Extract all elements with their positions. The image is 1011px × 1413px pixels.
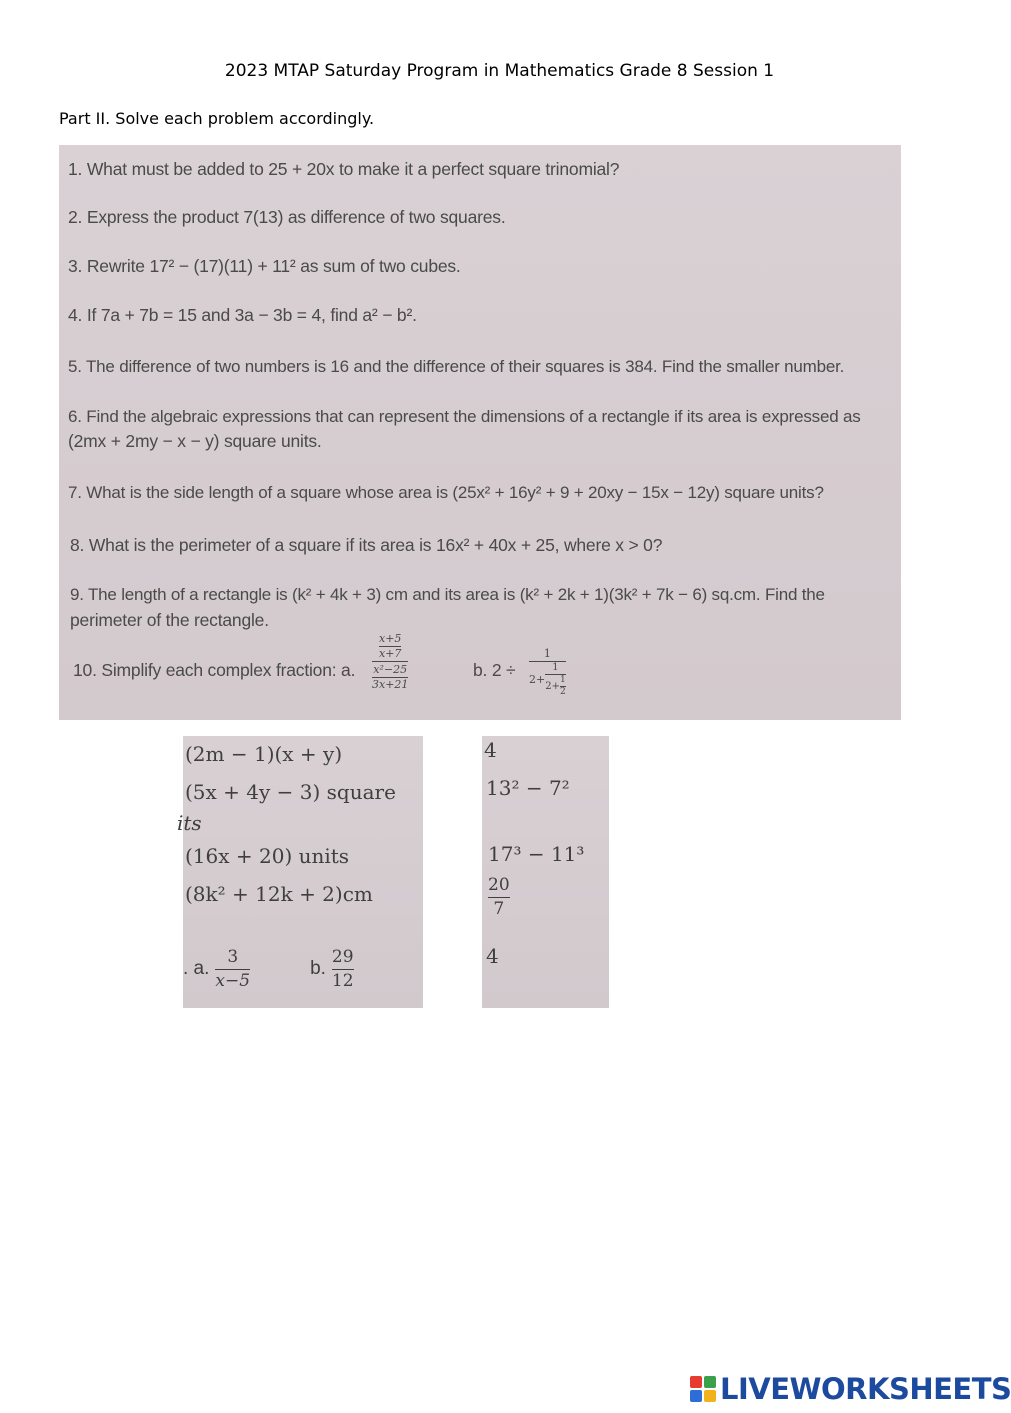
q10a-den-bottom: 3x+21 <box>372 677 409 691</box>
q10a-num-bottom: x+7 <box>379 646 402 660</box>
q10b-num: 1 <box>543 647 551 660</box>
q10a-num-top: x+5 <box>379 632 402 645</box>
q10a-complex-fraction <box>372 633 408 690</box>
answer-b-den: 12 <box>331 970 354 991</box>
answer-5: 4 <box>486 944 499 968</box>
question-10: 10. Simplify each complex fraction: a. <box>73 660 356 680</box>
q10b-half-den: 2 <box>559 687 566 698</box>
answer-1: 4 <box>484 738 497 762</box>
question-9: 9. The length of a rectangle is (k² + 4k + 3) cm and its area is (k² + 2k + 1)(3k² + 7k − 6) sq.cm. Find the <box>70 585 825 604</box>
answers-photo-right <box>482 736 609 1008</box>
question-1: 1. What must be added to 25 + 20x to make it a perfect square trinomial? <box>68 159 620 179</box>
q10b-half-num: 1 <box>559 675 566 686</box>
answer-3: 17³ − 11³ <box>488 842 585 866</box>
page-title: 2023 MTAP Saturday Program in Mathematics Grade 8 Session 1 <box>224 61 775 81</box>
q10b-label: b. 2 ÷ <box>473 660 516 680</box>
logo-square-icon <box>704 1376 716 1388</box>
question-4: 4. If 7a + 7b = 15 and 3a − 3b = 4, find a² − b². <box>68 305 417 325</box>
answer-rectangle-perimeter: (8k² + 12k + 2)cm <box>185 882 373 906</box>
question-6: 6. Find the algebraic expressions that can represent the dimensions of a rectangle if its area is expressed as <box>68 407 861 426</box>
question-9-continued: perimeter of the rectangle. <box>70 610 269 630</box>
answer-2: 13² − 7² <box>486 776 570 800</box>
logo-square-icon <box>690 1390 702 1402</box>
answer-perimeter: (16x + 20) units <box>185 844 350 868</box>
answer-a-label: . a. <box>183 958 210 980</box>
liveworksheets-icon <box>690 1376 716 1402</box>
part-heading: Part II. Solve each problem accordingly. <box>59 109 375 128</box>
question-3: 3. Rewrite 17² − (17)(11) + 11² as sum of two cubes. <box>68 256 461 276</box>
answer-4-num: 20 <box>488 875 510 895</box>
answer-side-length-units: its <box>177 811 202 835</box>
answer-b-num: 29 <box>331 947 354 967</box>
q10b-den-num: 1 <box>552 661 559 673</box>
liveworksheets-logo[interactable] <box>690 1373 1011 1405</box>
question-5: 5. The difference of two numbers is 16 and the difference of their squares is 384. Find the smaller number. <box>68 357 845 376</box>
q10b-den-left: 2+ <box>529 673 546 687</box>
answer-a-den: x−5 <box>215 970 251 991</box>
answer-dimensions: (2m − 1)(x + y) <box>185 742 343 766</box>
answers-photo-left <box>177 736 423 1008</box>
question-8: 8. What is the perimeter of a square if its area is 16x² + 40x + 25, where x > 0? <box>70 535 663 555</box>
q10b-den-den-left: 2+ <box>545 680 560 692</box>
question-2: 2. Express the product 7(13) as difference of two squares. <box>68 207 506 227</box>
logo-text: LIVEWORKSHEETS <box>720 1372 1011 1406</box>
question-6-continued: (2mx + 2my − x − y) square units. <box>68 431 322 451</box>
logo-square-icon <box>690 1376 702 1388</box>
question-7: 7. What is the side length of a square whose area is (25x² + 16y² + 9 + 20xy − 15x − 12y) square units? <box>68 483 824 502</box>
answer-a-num: 3 <box>227 947 239 967</box>
answer-4 <box>488 876 510 918</box>
answer-side-length: (5x + 4y − 3) square <box>185 780 396 804</box>
answer-4-den: 7 <box>493 898 505 919</box>
q10a-den-top: x²−25 <box>373 663 408 677</box>
questions-photo <box>59 145 901 720</box>
answer-b-label: b. <box>310 958 326 980</box>
answer-complex-fractions <box>183 948 354 990</box>
logo-square-icon <box>704 1390 716 1402</box>
q10b-continued-fraction <box>529 648 566 698</box>
